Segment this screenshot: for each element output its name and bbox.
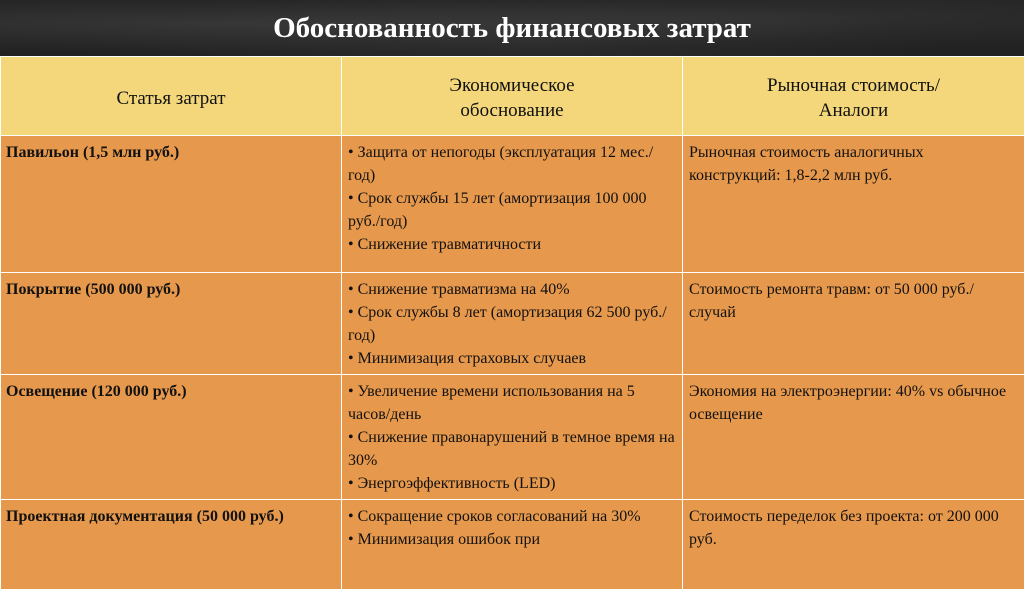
market-cell: Стоимость переделок без проекта: от 200 000 руб. (683, 500, 1024, 590)
justification-line: • Увеличение времени использования на 5 часов/день (348, 380, 676, 426)
justification-line: • Снижение травматизма на 40% (348, 278, 676, 301)
justification-line: • Минимизация страховых случаев (348, 347, 676, 370)
justification-line: • Снижение правонарушений в темное время на 30% (348, 426, 676, 472)
table-header-row (1, 57, 1024, 136)
justification-cell (342, 500, 683, 590)
table-row (1, 273, 1024, 375)
header-cost-item: Статья затрат (1, 57, 342, 136)
justification-line: • Минимизация ошибок при (348, 528, 676, 551)
table-row (1, 375, 1024, 500)
cost-item-cell: Павильон (1,5 млн руб.) (1, 136, 342, 273)
cost-justification-table (0, 56, 1024, 590)
cost-item-cell: Освещение (120 000 руб.) (1, 375, 342, 500)
market-cell: Экономия на электроэнергии: 40% vs обычное освещение (683, 375, 1024, 500)
cost-item-cell: Проектная документация (50 000 руб.) (1, 500, 342, 590)
justification-cell (342, 136, 683, 273)
market-cell: Стоимость ремонта травм: от 50 000 руб./случай (683, 273, 1024, 375)
justification-line: • Срок службы 8 лет (амортизация 62 500 руб./год) (348, 301, 676, 347)
header-market-value: Рыночная стоимость/Аналоги (683, 57, 1024, 136)
justification-cell (342, 273, 683, 375)
table-row (1, 500, 1024, 590)
slide-title: Обоснованность финансовых затрат (0, 12, 1024, 45)
justification-line: • Снижение травматичности (348, 233, 676, 256)
header-economic-justification: Экономическое обоснование (342, 57, 683, 136)
justification-cell (342, 375, 683, 500)
table-row (1, 136, 1024, 273)
justification-line: • Защита от непогоды (эксплуатация 12 мес./год) (348, 141, 676, 187)
cost-item-cell: Покрытие (500 000 руб.) (1, 273, 342, 375)
justification-line: • Сокращение сроков согласований на 30% (348, 505, 676, 528)
justification-line: • Энергоэффективность (LED) (348, 472, 676, 495)
market-cell: Рыночная стоимость аналогичных конструкций: 1,8-2,2 млн руб. (683, 136, 1024, 273)
justification-line: • Срок службы 15 лет (амортизация 100 000 руб./год) (348, 187, 676, 233)
